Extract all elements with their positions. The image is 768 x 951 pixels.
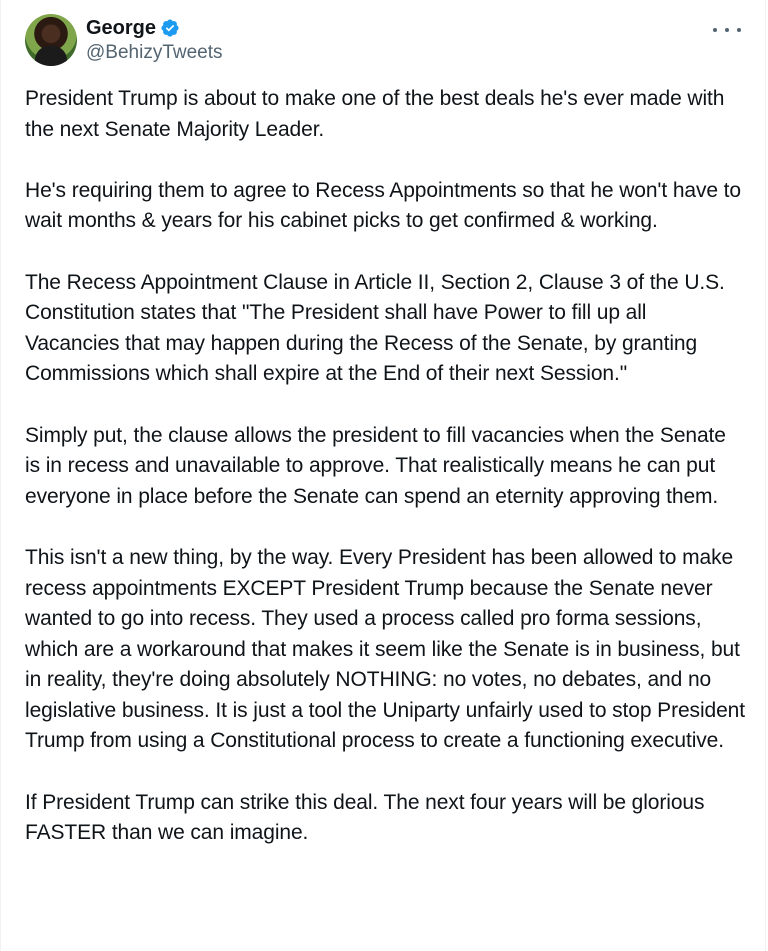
tweet-paragraph: Simply put, the clause allows the president to fill vacancies when the Senate is in recess and unavailable to approve. That realistically means he can put everyone in place before the Senate can spend an eternity approving them. [25,423,726,508]
display-name-row [86,15,223,41]
tweet-paragraph: If President Trump can strike this deal. The next four years will be glorious FASTER than we can imagine. [25,790,705,845]
avatar[interactable] [25,14,77,66]
author-names [86,15,223,64]
tweet-text [25,84,745,879]
avatar-shirt-shape [35,46,67,66]
tweet-header [25,14,741,68]
tweet-paragraph: President Trump is about to make one of the best deals he's ever made with the next Senate Majority Leader. [25,87,725,141]
dot [737,28,741,32]
tweet-paragraph: The Recess Appointment Clause in Article II, Section 2, Clause 3 of the U.S. Constitution states that "The President shall have Power to fill up all Vacancies that may happen during the Recess of the Senate, by granting Commissions which shall expire at the End of their next Session." [25,270,725,386]
tweet-paragraph: This isn't a new thing, by the way. Every President has been allowed to make recess appointments EXCEPT President Trump because the Senate never wanted to go into recess. They used a process called pro forma sessions, which are a workaround that makes it seem like the Senate is in business, but in reality, they're doing absolutely NOTHING: no votes, no debates, and no legislative business. It is just a tool the Uniparty unfairly used to stop President Trump from using a Constitutional process to create a functioning executive. [25,545,745,753]
dot [713,28,717,32]
verified-badge-icon [160,18,180,38]
display-name[interactable]: George [86,16,157,39]
more-horizontal-icon[interactable] [713,20,741,40]
user-handle[interactable]: @BehizyTweets [86,42,223,63]
tweet-paragraph: He's requiring them to agree to Recess Appointments so that he won't have to wait months & years for his cabinet picks to get confirmed & working. [25,178,741,233]
dot [725,28,729,32]
